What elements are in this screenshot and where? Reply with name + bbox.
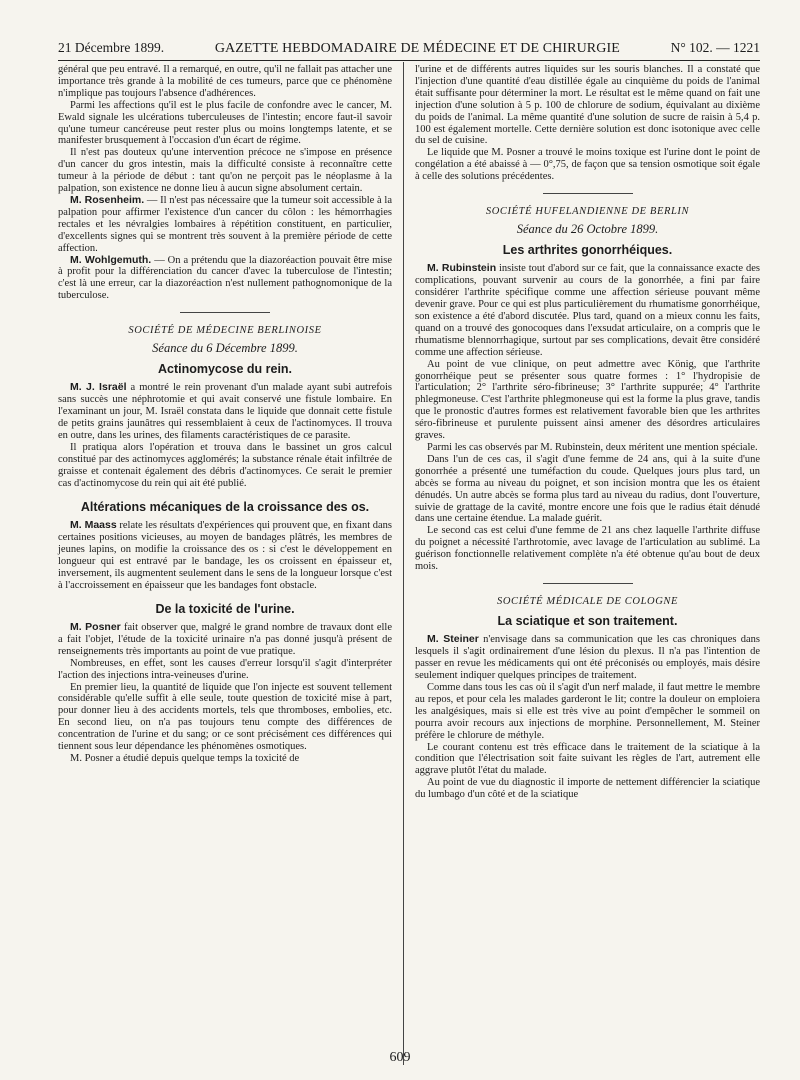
paragraph xyxy=(58,195,392,255)
paragraph: M. Posner a étudié depuis quelque temps la toxicité de xyxy=(70,753,300,764)
paragraph: Il n'est pas douteux qu'une intervention précoce ne s'impose en présence d'un cancer du gros intestin, mais la difficulté consiste à reconnaître cette tumeur à la période de début : tant qu'on ne perçoit pas le néoplasme à la palpation, son existence ne donne lieu à aucun signe absolument certain. xyxy=(58,147,392,195)
paragraph xyxy=(58,622,392,658)
section-title: De la toxicité de l'urine. xyxy=(155,601,295,616)
issue-number: N° 102. — 1221 xyxy=(670,40,760,55)
right-column xyxy=(415,64,760,801)
section-title: La sciatique et son traitement. xyxy=(497,613,678,628)
paragraph: Le liquide que M. Posner a trouvé le moins toxique est l'urine dont le point de congélation a été abaissé à — 0°,75, de façon que sa tension osmotique soit égale à celle des solutions précédentes. xyxy=(415,147,760,183)
page-number: 609 xyxy=(389,1050,411,1065)
society-heading: SOCIÉTÉ MÉDICALE DE COLOGNE xyxy=(497,595,678,607)
paragraph: l'urine et de différents autres liquides sur les souris blanches. Il a constaté que l'injection d'une quantité d'eau distillée égale au cinquième du poids de l'animal était suffisante pour déterminer la mort. Le résultat est le même quand on fait une injection d'une solution à 5 p. 100 de chlorure de sodium, équivalant au dixième du poids de l'animal. La même quantité d'une solution de sucre de raisin à 5,4 p. 100 est également mortelle. Cette dernière solution est donc isotonique avec celle du sel de cuisine. xyxy=(415,64,760,147)
left-column xyxy=(58,64,392,765)
paragraph-text: fait observer que, malgré le grand nombre de travaux dont elle a fait l'objet, l'étude de la toxicité urinaire n'a pas donné jusqu'à présent de renseignements très importants au point de vue pratique. xyxy=(58,622,392,657)
speaker-name: M. Posner xyxy=(70,621,121,634)
section-separator xyxy=(180,312,270,313)
paragraph-text: insiste tout d'abord sur ce fait, que la connaissance exacte des complications, pouvant survenir au cours de la gonorrhée, a fini par faire considérer l'arthrite spécifique comme une affection sérieuse pouvant même devenir grave. Pour ce qui est plus particulièrement du rhumatisme gonorrhéique, son existence a été d'abord discutée. Plus tard, quand on a mieux connu les faits, quand on a trouvé des gonocoques dans l'exsudat articulaire, on a compris que le rhumatisme blennorrhagique, surtout par ses complications, devait être considéré comme une affection sérieuse. xyxy=(415,263,760,358)
running-header xyxy=(58,40,760,60)
paragraph-text: a montré le rein provenant d'un malade ayant subi autrefois sans succès une néphrotomie et qui avait conservé une fistule lombaire. En l'examinant un jour, M. Israël constata dans le liquide que donnait cette fistule de petits grains jaunâtres qui ressemblaient à ceux de l'actinomyces. Il trouva en outre, dans les urines, des filaments caractéristiques de ce parasite. xyxy=(58,382,392,442)
paragraph: En premier lieu, la quantité de liquide que l'on injecte est souvent tellement considérable qu'elle suffit à elle seule, toute question de toxicité mise à part, pour donner lieu à des accidents mortels, tels que thromboses, embolies, etc. En second lieu, on n'a pas toujours tenu compte des différences de concentration de l'urine et du sang; or ce sont précisément ces différences qui tiennent sous leur dépendance les phénomènes osmotiques. xyxy=(58,681,392,753)
paragraph xyxy=(58,520,392,591)
paragraph: Parmi les cas observés par M. Rubinstein, deux méritent une mention spéciale. xyxy=(427,441,758,453)
paragraph: Le second cas est celui d'une femme de 21 ans chez laquelle l'arthrite diffuse du poignet a nécessité l'arthrotomie, avec lavage de l'articulation au sublimé. La guérison fonctionnelle relativement complète n'a été obtenue qu'au bout de deux mois. xyxy=(415,525,760,573)
section-title: Actinomycose du rein. xyxy=(157,361,293,376)
section-separator xyxy=(543,583,633,584)
paragraph-text: relate les résultats d'expériences qui prouvent que, en fixant dans certaines positions vicieuses, au moyen de bandages plâtrés, les membres de jeunes lapins, on modifie la croissance des os : si c'est le développement en longueur qui est entravé par le bandage, les os croissent en épaisseur et, inversement, ils augmentent seulement dans le sens de la longueur lorsque c'est à l'accroissement en épaisseur que les bandages font obstacle. xyxy=(58,520,393,591)
paragraph: Il pratiqua alors l'opération et trouva dans le bassinet un gros calcul constitué par des actinomyces agglomérés; la substance rénale était infiltrée de graisse et contenait également des débris d'actinomyces. Ce serait le premier cas d'actinomycose du rein qui ait été publié. xyxy=(58,441,392,489)
seance-date: Séance du 26 Octobre 1899. xyxy=(516,221,659,236)
speaker-name: M. Steiner xyxy=(427,633,479,646)
society-heading: SOCIÉTÉ HUFELANDIENNE DE BERLIN xyxy=(485,206,690,218)
section-separator xyxy=(543,193,633,194)
section-title: Les arthrites gonorrhéiques. xyxy=(502,242,673,257)
paragraph: Nombreuses, en effet, sont les causes d'erreur lorsqu'il s'agit d'interpréter l'action des injections intra-veineuses d'urine. xyxy=(58,657,392,681)
speaker-name: M. Wohlgemuth. xyxy=(70,253,152,266)
speaker-name: M. Maass xyxy=(70,519,117,532)
header-rule xyxy=(58,60,760,61)
speaker-name: M. Rosenheim. xyxy=(70,193,145,206)
paragraph xyxy=(58,255,392,303)
society-heading: SOCIÉTÉ DE MÉDECINE BERLINOISE xyxy=(128,325,322,337)
section-title: Altérations mécaniques de la croissance des os. xyxy=(80,499,370,514)
paragraph: Au point de vue clinique, on peut admettre avec König, que l'arthrite gonorrhéique peut se présenter sous quatre formes : 1° l'hydropisie de l'articulation; 2° l'arthrite séro-fibrineuse; 3° l'arthrite suppurée; 4° l'arthrite phlegmoneuse. C'est l'arthrite phlegmoneuse qui est la forme la plus grave, tandis que le pronostic d'autres formes est relativement favorable bien que les arthrites séro-fibrineuse et purulente puissent ainsi amener des désordres articulaires graves. xyxy=(415,358,760,442)
paragraph: général que peu entravé. Il a remarqué, en outre, qu'il ne fallait pas attacher une importance très grande à la mobilité de ces tumeurs, parce que ce phénomène n'implique pas toujours l'absence d'adhérences. xyxy=(58,64,392,99)
speaker-name: M. Rubinstein xyxy=(427,262,497,275)
journal-title: GAZETTE HEBDOMADAIRE DE MÉDECINE ET DE CHIRURGIE xyxy=(214,41,620,56)
speaker-name: M. J. Israël xyxy=(70,381,127,394)
column-divider xyxy=(403,62,404,1065)
paragraph-text: — Il n'est pas nécessaire que la tumeur soit accessible à la palpation pour affirmer l'existence d'un cancer du côlon : les hémorrhagies rectales et les névralgies lombaires à répétition constituent, en particulier, d'excellents signes qui se montrent très souvent à la première période de cette affection. xyxy=(58,194,392,254)
paragraph-text: n'envisage dans sa communication que les cas chroniques dans lesquels il s'agit ordinairement d'une lésion du plexus. Il n'a pas l'intention de passer en revue les médicaments qui ont été préconisés ou employés, mais désire seulement indiquer quelques principes de traitement. xyxy=(415,634,760,682)
paragraph: Au point de vue du diagnostic il importe de nettement différencier la sciatique du lumbago d'un côté et de la sciatique xyxy=(415,777,760,801)
paragraph xyxy=(415,263,760,358)
paragraph xyxy=(58,382,392,442)
paragraph-text: — On a prétendu que la diazoréaction pouvait être mise à profit pour la différenciation du cancer d'avec la tuberculose de l'intestin; c'est là une erreur, car la diazoréaction n'est nullement pathognomonique de la tuberculose. xyxy=(58,254,392,302)
paragraph: Dans l'un de ces cas, il s'agit d'une femme de 24 ans, qui à la suite d'une gonorrhée a présenté une tuméfaction du coude. Quelques jours plus tard, un abcès se forma au niveau du poignet, et son incision montra que les os étaient dénudés. Un autre abcès se forma plus tard au niveau du radius, dont l'ouverture, suivie de grattage de la cavité, montre encore une fois que le radius était dénudé dans une certaine étendue. La malade guérit. xyxy=(415,453,760,525)
header-date: 21 Décembre 1899. xyxy=(58,40,165,55)
paragraph: Comme dans tous les cas où il s'agit d'un nerf malade, il faut mettre le membre au repos, et pour cela les malades garderont le lit; contre la douleur on emploiera les analgésiques, mais si elle est très vive au point d'empêcher le sommeil on pourra avoir recours aux injections de morphine. Personnellement, M. Steiner préfère le chlorure de méthyle. xyxy=(415,681,760,741)
paragraph: Le courant contenu est très efficace dans le traitement de la sciatique à la condition que l'électrisation soit faite suivant les règles de l'art, autrement elle aggrave plutôt l'état du malade. xyxy=(415,741,760,777)
seance-date: Séance du 6 Décembre 1899. xyxy=(152,341,298,356)
paragraph xyxy=(415,634,760,682)
paragraph: Parmi les affections qu'il est le plus facile de confondre avec le cancer, M. Ewald signale les ulcérations tuberculeuses de l'intestin; encore faut-il savoir qu'une tumeur cancéreuse peut rester plus ou moins longtemps latente, et se manifester brusquement à l'occasion d'un écart de régime. xyxy=(58,99,392,147)
